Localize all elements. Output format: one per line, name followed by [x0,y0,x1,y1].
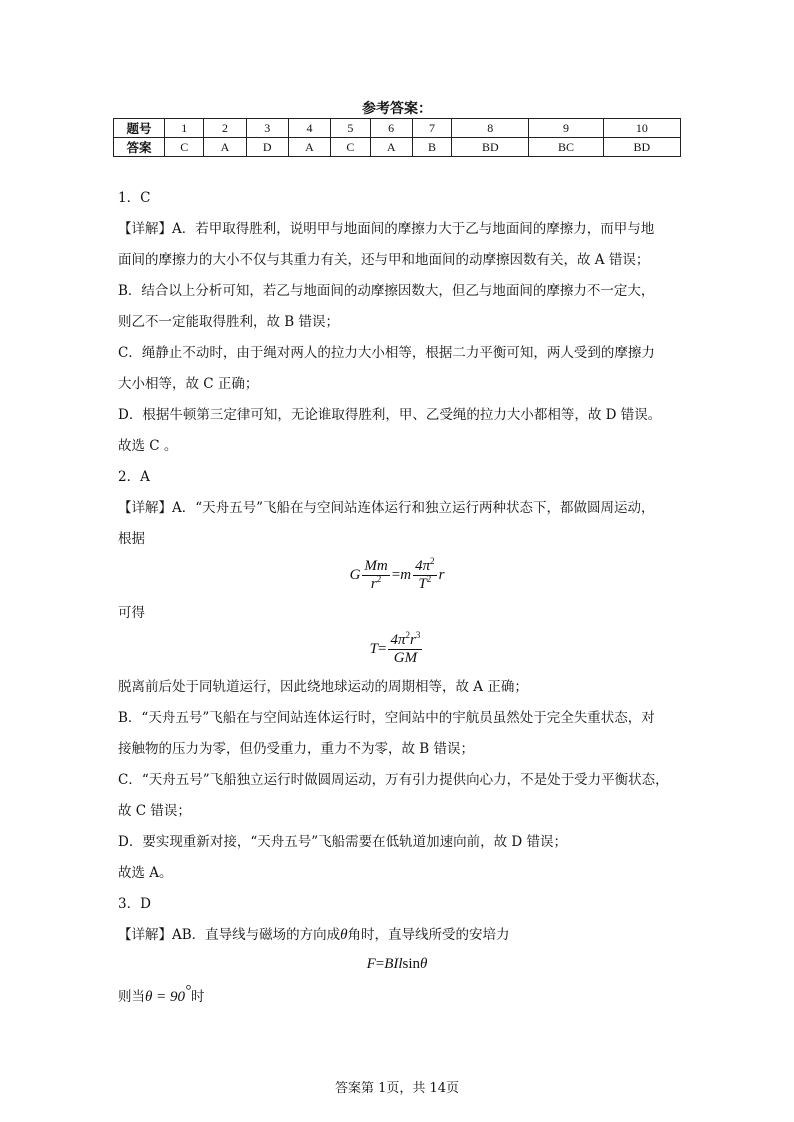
degree-symbol: ° [185,983,191,999]
eq-denominator-base: r [370,576,377,592]
table-header-question-number: 题号 [114,119,165,138]
paragraph-line: B．结合以上分析可知，若乙与地面间的动摩擦因数大，但乙与地面间的摩擦力不一定大， [118,283,655,299]
equation-gravitation [0,558,794,593]
table-cell: A [204,138,246,157]
text-span: 则当 [118,989,145,1005]
eq-denominator [362,576,389,593]
paragraph-line: 故 C 错误； [118,803,191,819]
eq-numerator [413,558,437,576]
eq-exponent: 3 [415,630,421,640]
eq-exponent: 2 [430,556,435,566]
table-header-answer: 答案 [114,138,165,157]
eq-equals: = [375,956,385,972]
eq-numerator [388,632,422,650]
eq-fraction [413,558,437,593]
paragraph-line: D．根据牛顿第三定律可知，无论谁取得胜利，甲、乙受绳的拉力大小都相等，故 D 错误。 [118,407,662,423]
eq-denominator [413,576,437,593]
eq-denominator: GM [393,650,418,666]
table-cell: BD [603,138,680,157]
eq-exponent: 2 [426,574,432,584]
paragraph-line: 根据 [118,531,145,547]
table-cell: 5 [331,119,370,138]
paragraph-line: 可得 [118,605,145,621]
answer-table [113,118,681,157]
paragraph-line [118,983,205,1007]
equation-period [0,632,794,667]
eq-exponent: 2 [405,630,410,640]
question-3-heading: 3．D [118,896,151,912]
table-cell: B [412,138,451,157]
table-cell: A [370,138,412,157]
table-row-answers [114,138,681,157]
eq-exponent: 2 [376,574,382,584]
eq-numerator-base: 4π [415,558,431,574]
question-2-heading: 2．A [118,469,150,485]
theta-symbol: θ [340,927,348,943]
table-row-numbers [114,119,681,138]
table-cell: 1 [165,119,204,138]
table-cell: 10 [603,119,680,138]
paragraph-line: 脱离前后处于同轨道运行，因此绕地球运动的周期相等，故 A 正确； [118,679,528,695]
paragraph-line: 大小相等，故 C 正确； [118,376,259,392]
paragraph-line: D．要实现重新对接，“天舟五号”飞船需要在低轨道加速向前，故 D 错误； [118,834,568,850]
table-cell: 2 [204,119,246,138]
text-span: 角时，直导线所受的安培力 [347,927,510,943]
paragraph-line: B．“天舟五号”飞船在与空间站连体运行时，空间站中的宇航员虽然处于完全失重状态，对 [118,710,655,726]
table-cell: 8 [452,119,529,138]
eq-numerator-base: r [409,632,416,648]
inline-math: θ = 90 [145,989,185,1005]
paragraph-line: 面间的摩擦力的大小不仅与其重力有关，还与甲和地面间的动摩擦因数有关，故 A 错误； [118,252,650,268]
table-cell: 7 [412,119,451,138]
eq-numerator-base: 4π [390,632,406,648]
text-span: 时 [191,989,205,1005]
eq-symbol: G [349,566,361,583]
table-cell: 9 [529,119,603,138]
paragraph-line: 故选 A。 [118,865,173,881]
answer-title: 参考答案： [362,101,432,117]
table-cell: D [246,138,288,157]
eq-symbol: m [400,566,412,583]
eq-numerator: Mm [364,558,388,574]
paragraph-line [118,925,510,945]
text-span: 【详解】AB．直导线与磁场的方向成 [118,927,341,943]
paragraph-line: 故选 C 。 [118,438,178,454]
eq-symbol: F [366,956,376,972]
eq-symbol: T [369,640,378,657]
paragraph-line: 接触物的压力为零，但仍受重力，重力不为零，故 B 错误； [118,741,475,757]
table-cell: C [165,138,204,157]
equation-ampere-force [0,956,794,973]
table-cell: 4 [288,119,330,138]
table-cell: A [288,138,330,157]
eq-equals: = [391,566,401,583]
page-footer: 答案第 1页，共 14页 [334,1081,460,1096]
eq-symbol: r [438,566,445,583]
table-cell: C [331,138,370,157]
eq-symbol: θ [420,956,428,972]
table-cell: 6 [370,119,412,138]
table-cell: BC [529,138,603,157]
eq-equals: = [378,640,387,657]
paragraph-line: C．“天舟五号”飞船独立运行时做圆周运动，万有引力提供向心力，不是处于受力平衡状态， [118,772,669,788]
table-cell: BD [452,138,529,157]
paragraph-line: 【详解】A．“天舟五号”飞船在与空间站连体运行和独立运行两种状态下，都做圆周运动， [118,500,655,516]
paragraph-line: C．绳静止不动时，由于绳对两人的拉力大小相等，根据二力平衡可知，两人受到的摩擦力 [118,345,655,361]
paragraph-line: 则乙不一定能取得胜利，故 B 错误； [118,314,340,330]
eq-fraction [362,558,389,593]
paragraph-line: 【详解】A．若甲取得胜利，说明甲与地面间的摩擦力大于乙与地面间的摩擦力，而甲与地 [118,221,655,237]
eq-fraction [388,632,422,667]
eq-denominator-base: T [418,576,427,592]
eq-function: sin [402,956,421,972]
eq-symbol: BIl [384,956,403,972]
question-1-heading: 1．C [118,190,151,206]
table-cell: 3 [246,119,288,138]
